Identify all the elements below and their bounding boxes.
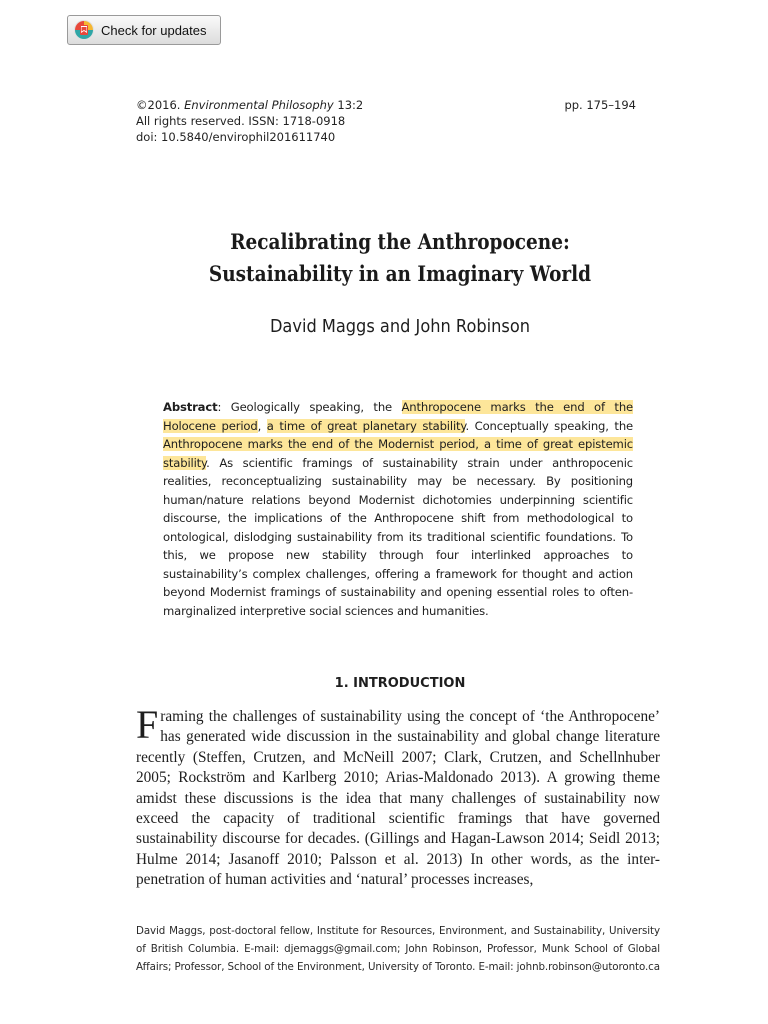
- highlight-2: a time of great planetary stability: [266, 418, 466, 433]
- highlight-3: Anthropocene marks the end of the Modernist period, a time of great epistemic stability: [163, 437, 633, 470]
- page-range: pp. 175–194: [564, 98, 636, 112]
- abstract-label: Abstract: [163, 400, 218, 414]
- introduction-body: [136, 702, 660, 891]
- journal-meta: [136, 97, 636, 145]
- journal-volume: 13:2: [333, 98, 364, 112]
- check-for-updates-button[interactable]: [67, 15, 221, 45]
- article-title: [136, 226, 664, 290]
- article-authors: David Maggs and John Robinson: [269, 316, 531, 337]
- crossmark-icon: [73, 19, 95, 41]
- abstract: Abstract: Geologically speaking, the Anthropocene marks the end of the Holocene period, a time of great planetary stability. Conceptually speaking, the Anthropocene marks the end of the Modernist period, a time of great epistemic stability. As scientific framings of sustainability strain under anthropocenic realities, reconceptualizing sustainability may be necessary. By positioning human/nature relations beyond Modernist dichotomies underpinning scientific discourse, the implications of the Anthropocene shift from methodological to ontological, dislodging sustainability from its traditional scientific foundations. To this, we propose new stability through four interlinked approaches to sustainability’s complex challenges, offering a framework for thought and action beyond Modernist framings of sustainability and opening essential roles to often-marginalized interpretive social sciences and humanities.: [163, 400, 633, 618]
- copyright-line: ©2016. Environmental Philosophy 13:2: [136, 98, 364, 112]
- rights-line: All rights reserved. ISSN: 1718-0918: [136, 114, 346, 128]
- check-for-updates-label: Check for updates: [101, 22, 207, 38]
- doi-line: doi: 10.5840/envirophil201611740: [136, 130, 336, 144]
- title-line-2: Sustainability in an Imaginary World: [208, 261, 592, 286]
- highlight-1: Anthropocene marks the end of the Holocene period: [163, 400, 633, 433]
- journal-name: Environmental Philosophy: [184, 98, 334, 112]
- author-footnote: David Maggs, post-doctoral fellow, Institute for Resources, Environment, and Sustainability, University of British Columbia. E-mail: djemaggs@gmail.com; John Robinson, Professor, Munk School of Global Affairs; Professor, School of the Environment, University of Toronto. E-mail: johnb.robinson@utoronto.ca: [136, 925, 660, 973]
- title-line-1: Recalibrating the Anthropocene:: [230, 229, 570, 254]
- drop-cap: F: [136, 702, 159, 747]
- section-heading: 1. INTRODUCTION: [334, 676, 466, 691]
- introduction-text: raming the challenges of sustainability using the concept of ‘the Anthropocene’ has generated wide discussion in the sustainability and global change literature recently (Steffen, Crutzen, and McNeill 2007; Clark, Crutzen, and Schellnhuber 2005; Rockström and Karlberg 2010; Arias-Maldonado 2013). A growing theme amidst these discussions is the idea that many challenges of sustainability now exceed the capacity of traditional scientific framings that have governed sustainability discourse for decades. (Gillings and Hagan-Lawson 2014; Seidl 2013; Hulme 2014; Jasanoff 2010; Palsson et al. 2013) In other words, as the inter-penetration of human activities and ‘natural’ processes increases,: [136, 708, 660, 889]
